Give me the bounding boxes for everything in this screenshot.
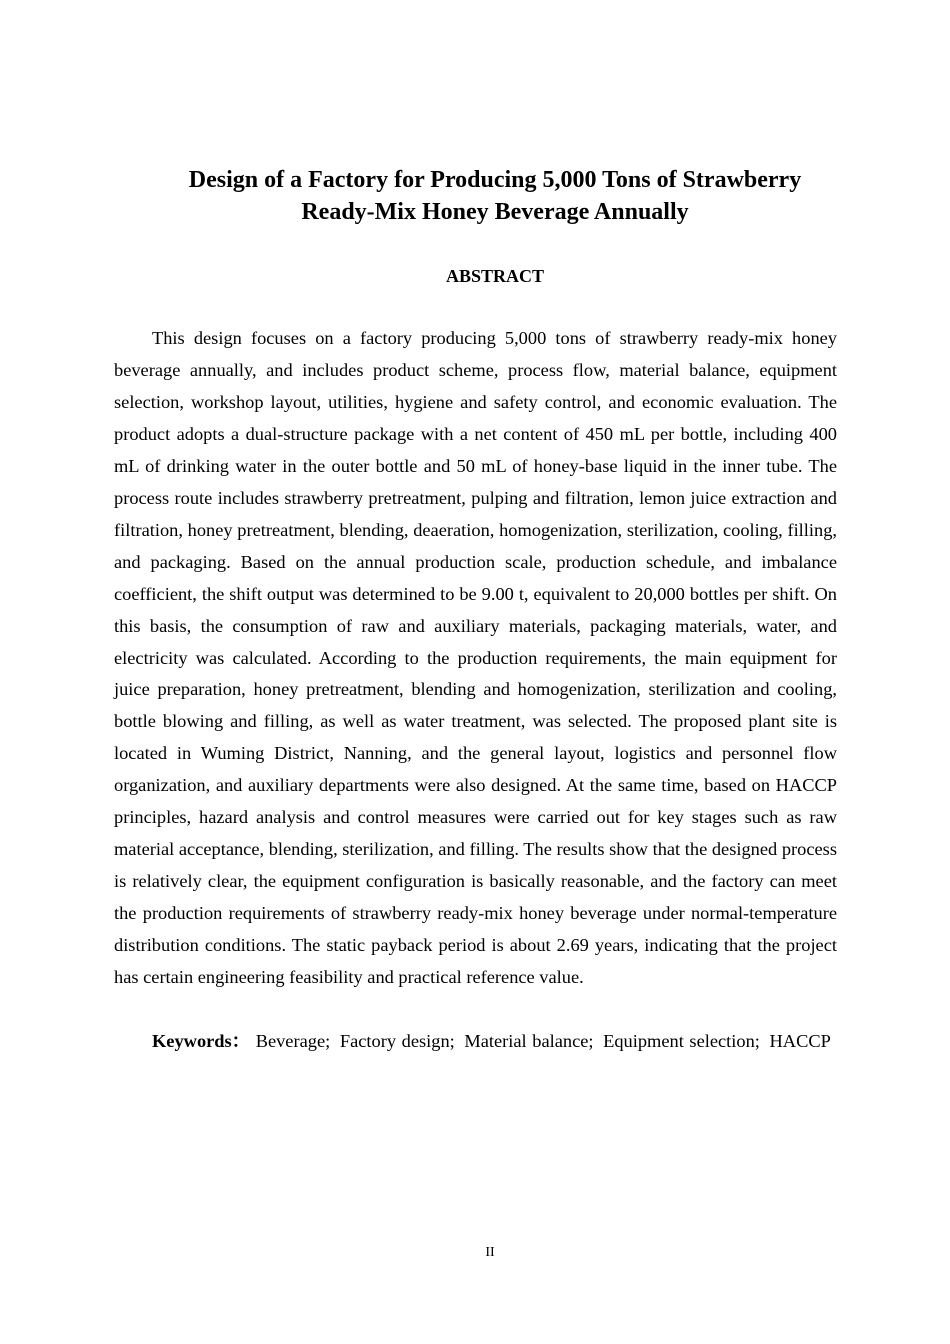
keywords bbox=[114, 1026, 837, 1058]
keyword-item: Equipment selection; bbox=[603, 1031, 760, 1051]
page-number: II bbox=[485, 1245, 495, 1260]
keyword-item: HACCP bbox=[769, 1031, 831, 1051]
keyword-item: Beverage; bbox=[255, 1031, 331, 1051]
abstract-body: This design focuses on a factory producing 5,000 tons of strawberry ready-mix honey beverage annually, and includes product scheme, process flow, material balance, equipment selection, workshop layout, utilities, hygiene and safety control, and economic evaluation. The product adopts a dual-structure package with a net content of 450 mL per bottle, including 400 mL of drinking water in the outer bottle and 50 mL of honey-base liquid in the inner tube. The process route includes strawberry pretreatment, pulping and filtration, lemon juice extraction and filtration, honey pretreatment, blending, deaeration, homogenization, sterilization, cooling, filling, and packaging. Based on the annual production scale, production schedule, and imbalance coefficient, the shift output was determined to be 9.00 t, equivalent to 20,000 bottles per shift. On this basis, the consumption of raw and auxiliary materials, packaging materials, water, and electricity was calculated. According to the production requirements, the main equipment for juice preparation, honey pretreatment, blending and homogenization, sterilization and cooling, bottle blowing and filling, as well as water treatment, was selected. The proposed plant site is located in Wuming District, Nanning, and the general layout, logistics and personnel flow organization, and auxiliary departments were also designed. At the same time, based on HACCP principles, hazard analysis and control measures were carried out for key stages such as raw material acceptance, blending, sterilization, and filling. The results show that the designed process is relatively clear, the equipment configuration is basically reasonable, and the factory can meet the production requirements of strawberry ready-mix honey beverage under normal-temperature distribution conditions. The static payback period is about 2.69 years, indicating that the project has certain engineering feasibility and practical reference value. bbox=[114, 328, 837, 988]
keyword-item: Material balance; bbox=[464, 1031, 594, 1051]
title-line-1: Design of a Factory for Producing 5,000 Tons of Strawberry bbox=[188, 167, 802, 193]
keywords-label: Keywords： bbox=[152, 1031, 251, 1051]
keyword-item: Factory design; bbox=[339, 1031, 455, 1051]
abstract-heading: ABSTRACT bbox=[445, 266, 545, 286]
title-line-2: Ready-Mix Honey Beverage Annually bbox=[301, 199, 689, 225]
